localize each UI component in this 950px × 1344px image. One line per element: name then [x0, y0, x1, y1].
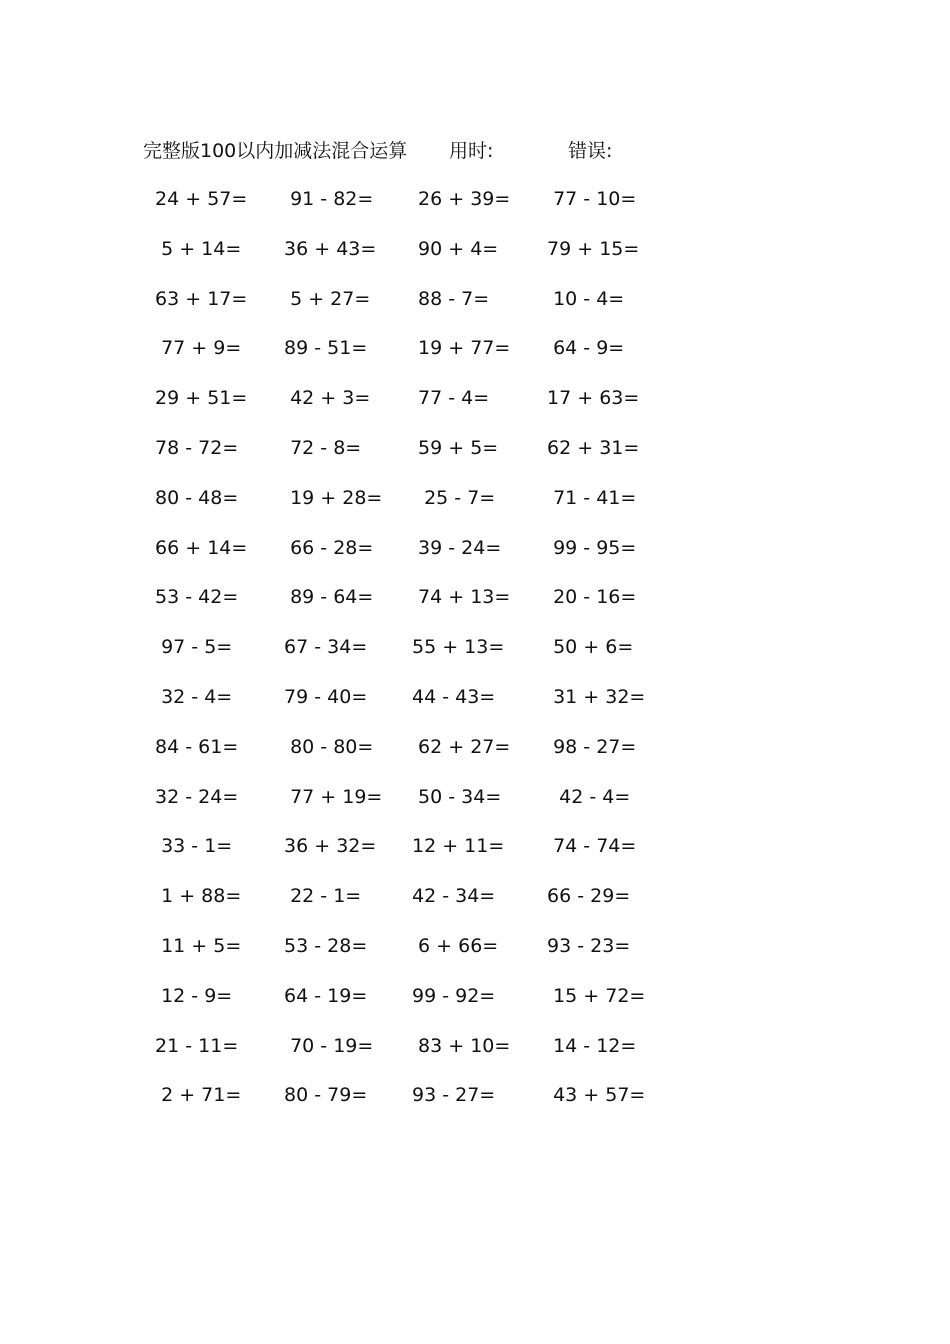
problem: 89 - 51= [278, 337, 368, 360]
problem: 80 - 79= [278, 1084, 368, 1107]
problem-row [0, 782, 950, 832]
problem: 72 - 8= [278, 436, 362, 459]
problem: 79 + 15= [541, 237, 640, 260]
problem: 2 + 71= [149, 1084, 242, 1107]
problem-row [0, 433, 950, 483]
problem: 25 - 7= [412, 486, 496, 509]
problem: 99 - 92= [412, 984, 496, 1007]
worksheet-header [143, 136, 663, 166]
problem: 21 - 11= [149, 1034, 239, 1057]
problem: 62 + 27= [412, 735, 511, 758]
problem: 19 + 28= [278, 486, 383, 509]
problem: 6 + 66= [412, 934, 499, 957]
problem: 66 - 28= [278, 536, 374, 559]
problem: 53 - 42= [149, 586, 239, 609]
problem: 83 + 10= [412, 1034, 511, 1057]
problem: 20 - 16= [541, 586, 637, 609]
problem: 12 - 9= [149, 984, 233, 1007]
problem: 66 + 14= [149, 536, 248, 559]
problem: 79 - 40= [278, 685, 368, 708]
problem-row [0, 284, 950, 334]
problem: 66 - 29= [541, 885, 631, 908]
problem: 42 - 4= [541, 785, 631, 808]
problem: 43 + 57= [541, 1084, 646, 1107]
problem: 42 - 34= [412, 885, 496, 908]
problem: 84 - 61= [149, 735, 239, 758]
problem: 64 - 9= [541, 337, 625, 360]
problem: 59 + 5= [412, 436, 499, 459]
problem: 67 - 34= [278, 636, 368, 659]
problem: 77 + 19= [278, 785, 383, 808]
problem-row [0, 682, 950, 732]
problem: 44 - 43= [412, 685, 496, 708]
problem: 77 + 9= [149, 337, 242, 360]
problem: 93 - 23= [541, 934, 631, 957]
time-label: 用时: [449, 140, 494, 162]
problem: 17 + 63= [541, 387, 640, 410]
problem: 15 + 72= [541, 984, 646, 1007]
problem: 53 - 28= [278, 934, 368, 957]
problem: 50 - 34= [412, 785, 502, 808]
problem-row [0, 732, 950, 782]
problem: 77 - 10= [541, 188, 637, 210]
worksheet-title: 完整版100以内加减法混合运算 [143, 140, 408, 162]
problem: 19 + 77= [412, 337, 511, 360]
problem: 22 - 1= [278, 885, 362, 908]
problem: 42 + 3= [278, 387, 371, 410]
problem: 63 + 17= [149, 287, 248, 310]
problem: 26 + 39= [412, 188, 511, 210]
problem: 11 + 5= [149, 934, 242, 957]
problem-row [0, 632, 950, 682]
problem: 1 + 88= [149, 885, 242, 908]
error-label: 错误: [568, 140, 613, 162]
problem: 74 + 13= [412, 586, 511, 609]
problem: 14 - 12= [541, 1034, 637, 1057]
problem: 10 - 4= [541, 287, 625, 310]
problem: 74 - 74= [541, 835, 637, 858]
problem-grid [0, 184, 950, 1130]
problem: 32 - 24= [149, 785, 239, 808]
problem: 80 - 80= [278, 735, 374, 758]
problem-row [0, 483, 950, 533]
problem-row [0, 333, 950, 383]
problem: 78 - 72= [149, 436, 239, 459]
problem-row [0, 184, 950, 234]
problem: 24 + 57= [149, 188, 248, 210]
problem: 36 + 32= [278, 835, 377, 858]
problem: 88 - 7= [412, 287, 490, 310]
problem: 31 + 32= [541, 685, 646, 708]
problem-row [0, 881, 950, 931]
problem: 71 - 41= [541, 486, 637, 509]
problem: 50 + 6= [541, 636, 634, 659]
problem: 91 - 82= [278, 188, 374, 210]
problem: 89 - 64= [278, 586, 374, 609]
problem-row [0, 1080, 950, 1130]
problem: 33 - 1= [149, 835, 233, 858]
problem: 97 - 5= [149, 636, 233, 659]
problem-row [0, 533, 950, 583]
problem-row [0, 931, 950, 981]
problem: 70 - 19= [278, 1034, 374, 1057]
problem: 5 + 27= [278, 287, 371, 310]
problem-row [0, 1031, 950, 1081]
problem: 32 - 4= [149, 685, 233, 708]
problem-row [0, 234, 950, 284]
problem-row [0, 383, 950, 433]
problem: 64 - 19= [278, 984, 368, 1007]
problem: 36 + 43= [278, 237, 377, 260]
problem: 29 + 51= [149, 387, 248, 410]
problem: 80 - 48= [149, 486, 239, 509]
problem: 55 + 13= [412, 636, 505, 659]
problem: 5 + 14= [149, 237, 242, 260]
problem: 99 - 95= [541, 536, 637, 559]
problem: 93 - 27= [412, 1084, 496, 1107]
problem-row [0, 582, 950, 632]
problem: 12 + 11= [412, 835, 505, 858]
problem: 62 + 31= [541, 436, 640, 459]
problem: 77 - 4= [412, 387, 490, 410]
problem-row [0, 981, 950, 1031]
problem: 39 - 24= [412, 536, 502, 559]
problem: 98 - 27= [541, 735, 637, 758]
problem: 90 + 4= [412, 237, 499, 260]
problem-row [0, 831, 950, 881]
